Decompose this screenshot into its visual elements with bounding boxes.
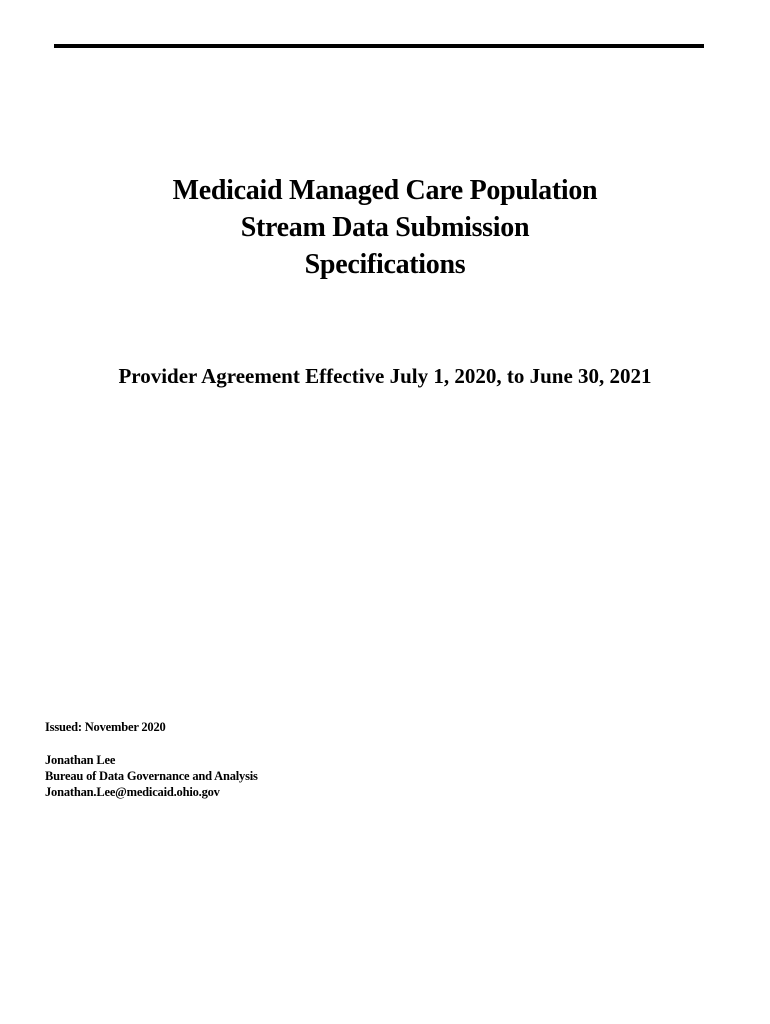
contact-name: Jonathan Lee [45,753,116,767]
issued-date: Issued: November 2020 [45,720,166,734]
document-title [0,172,770,283]
contact-block [45,752,258,800]
title-line-3: Specifications [304,249,466,280]
title-line-2: Stream Data Submission [240,212,530,243]
contact-email: Jonathan.Lee@medicaid.ohio.gov [45,785,220,799]
top-horizontal-rule [54,44,704,48]
contact-department: Bureau of Data Governance and Analysis [45,769,258,783]
document-subtitle: Provider Agreement Effective July 1, 2020, to June 30, 2021 [118,364,652,388]
title-line-1: Medicaid Managed Care Population [172,175,598,206]
